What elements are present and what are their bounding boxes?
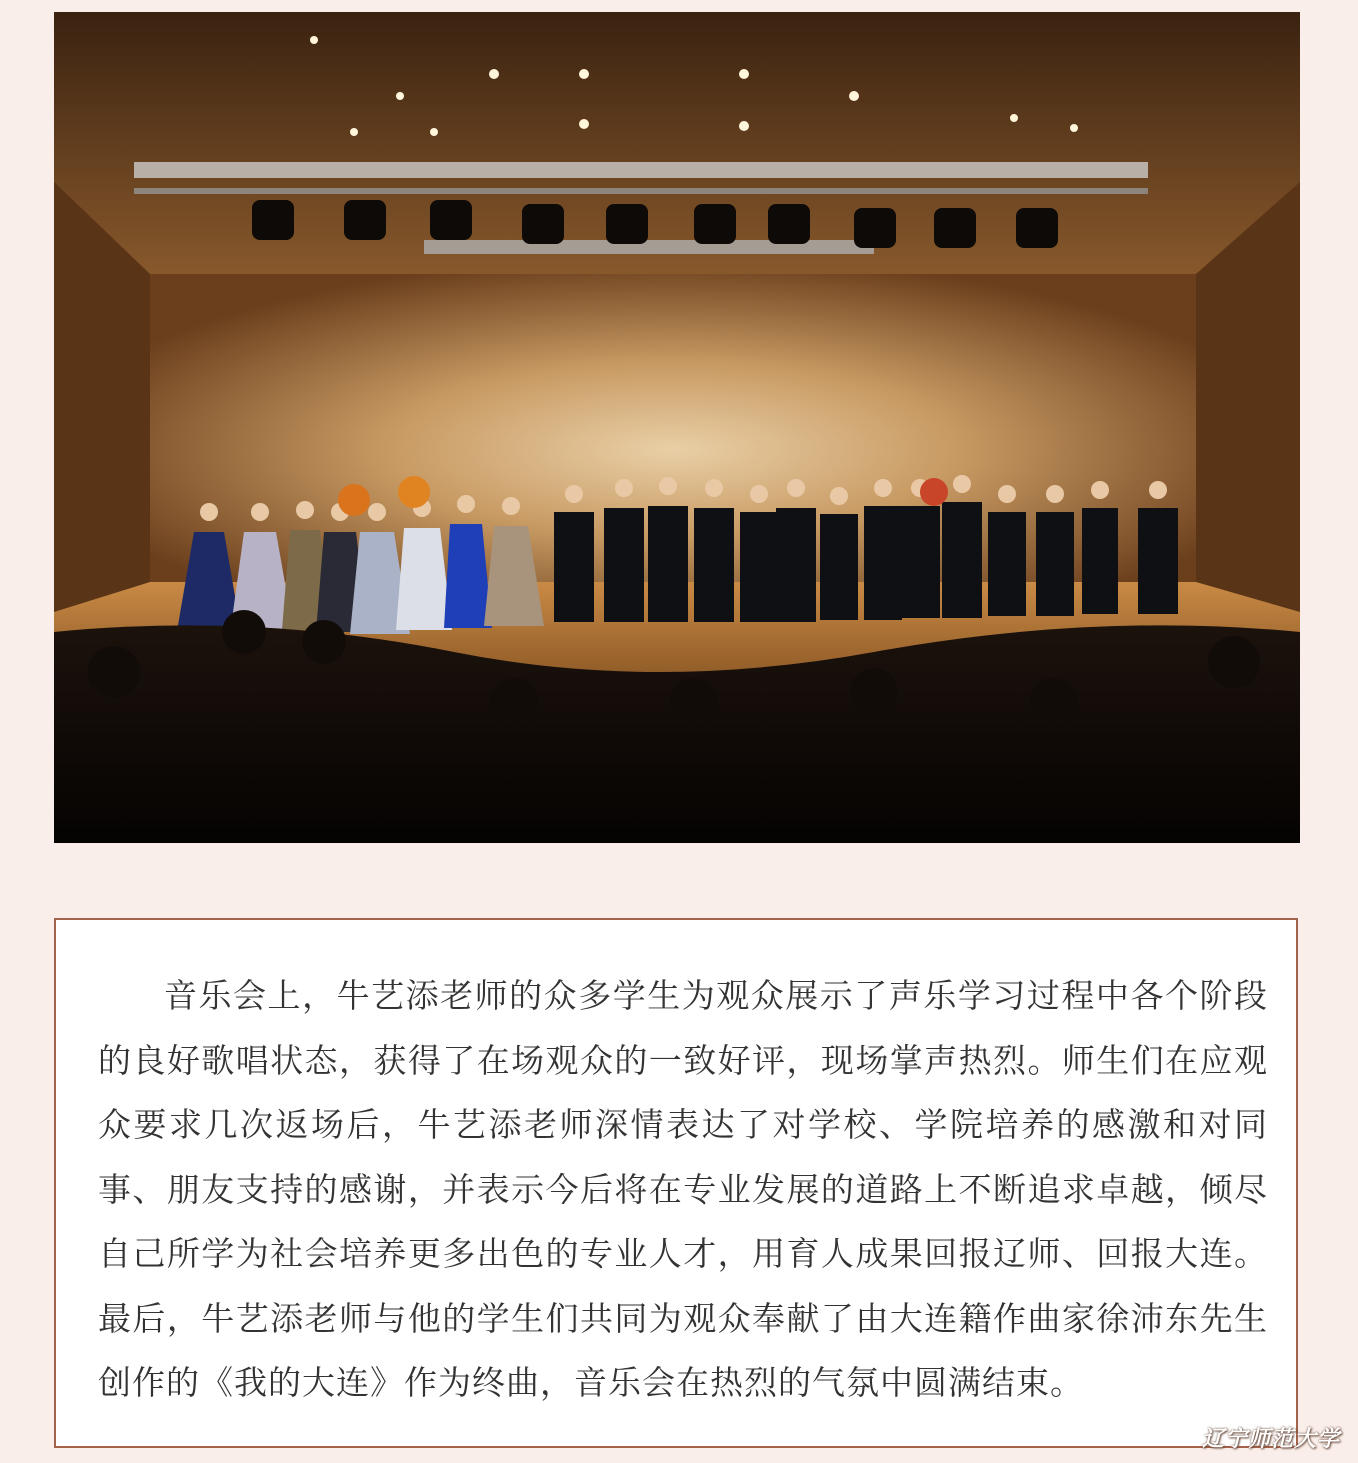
article-text-box — [54, 918, 1298, 1448]
concert-photo — [54, 12, 1300, 843]
article-paragraph: 音乐会上，牛艺添老师的众多学生为观众展示了声乐学习过程中各个阶段的良好歌唱状态，获得了在场观众的一致好评，现场掌声热烈。师生们在应观众要求几次返场后，牛艺添老师深情表达了对学校、学院培养的感激和对同事、朋友支持的感谢，并表示今后将在专业发展的道路上不断追求卓越，倾尽自己所学为社会培养更多出色的专业人才，用育人成果回报辽师、回报大连。最后，牛艺添老师与他的学生们共同为观众奉献了由大连籍作曲家徐沛东先生创作的《我的大连》作为终曲，音乐会在热烈的气氛中圆满结束。 — [98, 976, 1268, 1402]
university-watermark: 辽宁师范大学 — [1201, 1427, 1340, 1452]
